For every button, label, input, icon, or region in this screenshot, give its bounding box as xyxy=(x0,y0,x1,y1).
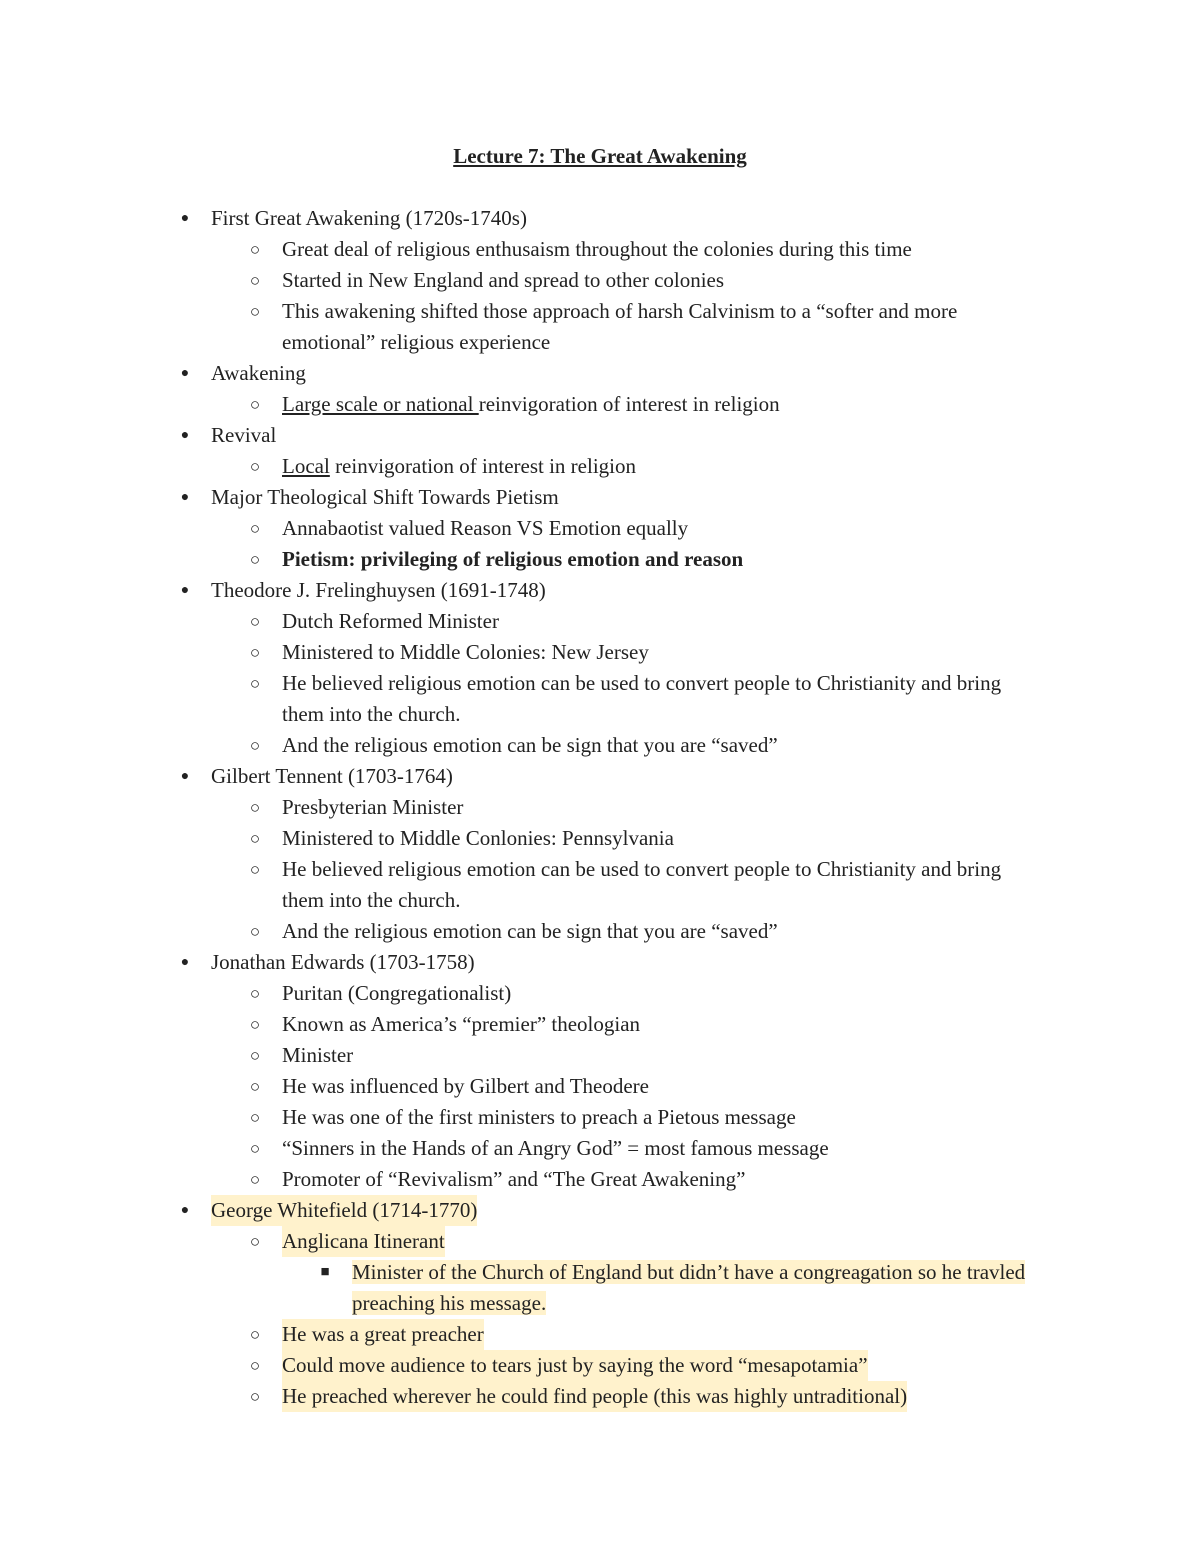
square-bullet-icon: ■ xyxy=(320,1264,330,1280)
bullet-icon: ● xyxy=(180,366,190,381)
section-heading: Gilbert Tennent (1703-1764) xyxy=(211,764,453,788)
list-item xyxy=(0,1381,1200,1412)
list-item-text: He was one of the first ministers to preach a Pietous message xyxy=(282,1105,796,1129)
list-item xyxy=(0,513,1200,544)
circle-bullet-icon: ○ xyxy=(249,1108,261,1127)
list-item-text xyxy=(282,451,636,482)
list-item-text: Ministered to Middle Colonies: New Jersey xyxy=(282,640,649,664)
circle-bullet-icon: ○ xyxy=(249,674,261,693)
section-heading: George Whitefield (1714-1770) xyxy=(211,1195,477,1226)
list-item-text: Pietism: privileging of religious emotion and reason xyxy=(282,547,744,571)
list-item xyxy=(0,389,1200,420)
bullet-icon: ● xyxy=(180,769,190,784)
circle-bullet-icon: ○ xyxy=(249,860,261,879)
list-item xyxy=(0,1102,1200,1133)
list-item xyxy=(0,1071,1200,1102)
list-item-text: Great deal of religious enthusaism throughout the colonies during this time xyxy=(282,237,912,261)
circle-bullet-icon: ○ xyxy=(249,395,261,414)
list-item xyxy=(0,730,1200,761)
circle-bullet-icon: ○ xyxy=(249,1387,261,1406)
list-item-text: He preached wherever he could find people (this was highly untraditional) xyxy=(282,1381,907,1412)
bullet-icon: ● xyxy=(180,583,190,598)
list-item-text: Presbyterian Minister xyxy=(282,795,464,819)
list-item-text: Promoter of “Revivalism” and “The Great Awakening” xyxy=(282,1167,746,1191)
circle-bullet-icon: ○ xyxy=(249,302,261,321)
list-item xyxy=(0,854,1200,916)
list-item xyxy=(0,1257,1200,1319)
circle-bullet-icon: ○ xyxy=(249,519,261,538)
circle-bullet-icon: ○ xyxy=(249,457,261,476)
list-item-text: Could move audience to tears just by saying the word “mesapotamia” xyxy=(282,1350,868,1381)
list-item-text: He was influenced by Gilbert and Theodere xyxy=(282,1074,649,1098)
list-item xyxy=(0,544,1200,575)
list-item-text: Ministered to Middle Conlonies: Pennsylvania xyxy=(282,826,674,850)
section-heading: Theodore J. Frelinghuysen (1691-1748) xyxy=(211,578,546,602)
circle-bullet-icon: ○ xyxy=(249,1325,261,1344)
highlighted-text: Minister of the Church of England but didn’t have a congreagation so he travled preaching his message. xyxy=(352,1260,1026,1315)
list-item xyxy=(0,265,1200,296)
list-item xyxy=(0,296,1200,358)
bullet-icon: ● xyxy=(180,955,190,970)
list-item xyxy=(0,1319,1200,1350)
circle-bullet-icon: ○ xyxy=(249,1170,261,1189)
list-item xyxy=(0,916,1200,947)
list-item-text: Annabaotist valued Reason VS Emotion equally xyxy=(282,516,689,540)
section-heading: First Great Awakening (1720s-1740s) xyxy=(211,206,527,230)
page-title: Lecture 7: The Great Awakening xyxy=(453,144,747,168)
circle-bullet-icon: ○ xyxy=(249,240,261,259)
list-item xyxy=(0,668,1200,730)
list-item xyxy=(0,947,1200,978)
circle-bullet-icon: ○ xyxy=(249,736,261,755)
list-item xyxy=(0,451,1200,482)
list-item xyxy=(0,234,1200,265)
section-heading: Revival xyxy=(211,423,277,447)
list-item-text: Minister xyxy=(282,1043,354,1067)
list-item xyxy=(0,1226,1200,1257)
term-definition: reinvigoration of interest in religion xyxy=(478,392,780,416)
list-item-text: He believed religious emotion can be used to convert people to Christianity and bring them into the church. xyxy=(282,857,1002,912)
list-item xyxy=(0,420,1200,451)
list-item-text: Anglicana Itinerant xyxy=(282,1226,445,1257)
list-item xyxy=(0,1195,1200,1226)
list-item-text: Known as America’s “premier” theologian xyxy=(282,1012,641,1036)
list-item-text: Puritan (Congregationalist) xyxy=(282,981,512,1005)
list-item xyxy=(0,637,1200,668)
list-item xyxy=(0,1133,1200,1164)
list-item xyxy=(0,761,1200,792)
circle-bullet-icon: ○ xyxy=(249,612,261,631)
section-heading: Awakening xyxy=(211,361,306,385)
list-item xyxy=(0,482,1200,513)
list-item-text xyxy=(352,1257,1047,1319)
underlined-term: Large scale or national xyxy=(282,392,479,416)
bullet-icon: ● xyxy=(180,490,190,505)
list-item xyxy=(0,823,1200,854)
circle-bullet-icon: ○ xyxy=(249,1046,261,1065)
bullet-icon: ● xyxy=(180,211,190,226)
list-item-text: Started in New England and spread to other colonies xyxy=(282,268,725,292)
list-item-text: He believed religious emotion can be used to convert people to Christianity and bring them into the church. xyxy=(282,671,1002,726)
list-item-text xyxy=(282,389,780,420)
list-item xyxy=(0,606,1200,637)
circle-bullet-icon: ○ xyxy=(249,643,261,662)
circle-bullet-icon: ○ xyxy=(249,1232,261,1251)
underlined-term: Local xyxy=(282,454,330,478)
bullet-icon: ● xyxy=(180,1203,190,1218)
list-item-text: “Sinners in the Hands of an Angry God” = most famous message xyxy=(282,1136,829,1160)
section-heading: Major Theological Shift Towards Pietism xyxy=(211,485,559,509)
section-heading: Jonathan Edwards (1703-1758) xyxy=(211,950,475,974)
circle-bullet-icon: ○ xyxy=(249,1139,261,1158)
list-item xyxy=(0,792,1200,823)
term-definition: reinvigoration of interest in religion xyxy=(329,454,636,478)
notes-body xyxy=(0,203,1200,1412)
list-item xyxy=(0,1164,1200,1195)
list-item xyxy=(0,1350,1200,1381)
list-item-text: This awakening shifted those approach of harsh Calvinism to a “softer and more emotional” religious experience xyxy=(282,299,958,354)
list-item xyxy=(0,978,1200,1009)
circle-bullet-icon: ○ xyxy=(249,1356,261,1375)
circle-bullet-icon: ○ xyxy=(249,922,261,941)
circle-bullet-icon: ○ xyxy=(249,829,261,848)
list-item-text: And the religious emotion can be sign that you are “saved” xyxy=(282,733,778,757)
list-item xyxy=(0,575,1200,606)
list-item xyxy=(0,1009,1200,1040)
circle-bullet-icon: ○ xyxy=(249,1015,261,1034)
circle-bullet-icon: ○ xyxy=(249,550,261,569)
circle-bullet-icon: ○ xyxy=(249,271,261,290)
list-item xyxy=(0,1040,1200,1071)
list-item-text: Dutch Reformed Minister xyxy=(282,609,499,633)
bullet-icon: ● xyxy=(180,428,190,443)
list-item xyxy=(0,358,1200,389)
list-item xyxy=(0,203,1200,234)
circle-bullet-icon: ○ xyxy=(249,798,261,817)
list-item-text: He was a great preacher xyxy=(282,1319,484,1350)
circle-bullet-icon: ○ xyxy=(249,984,261,1003)
circle-bullet-icon: ○ xyxy=(249,1077,261,1096)
list-item-text: And the religious emotion can be sign that you are “saved” xyxy=(282,919,778,943)
